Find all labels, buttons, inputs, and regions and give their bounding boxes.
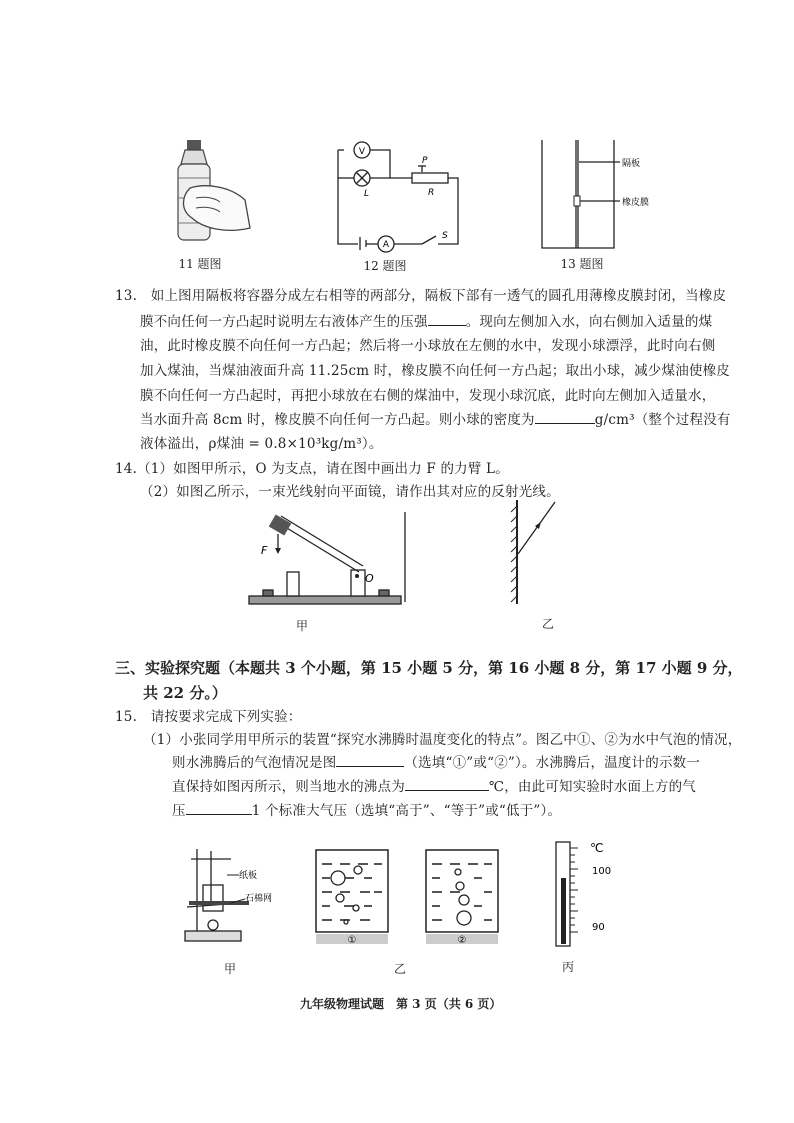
q13-blank-pressure[interactable] [428,311,466,326]
voltmeter-label: V [358,147,366,157]
switch-label: S [442,231,448,241]
partition-label: 隔板 [622,159,641,169]
q13-line-6 [140,408,731,432]
q15-line-2a: 则水沸腾后的气泡情况是图 [172,755,337,771]
fig12-caption: 12 题图 [363,259,407,273]
q13-line-5: 膜不向任何一方凸起时，再把小球放在右侧的煤油中，发现小球沉底，此时向左侧加入适量水， [140,388,716,404]
q13-blank-density[interactable] [535,409,595,424]
q15-line-3b: ℃，由此可知实验时水面上方的气 [488,779,697,795]
q13-line-2a: 膜不向任何一方凸起时说明左右液体产生的压强 [140,314,428,330]
q15-line-3 [172,775,696,799]
lever-figure [245,512,410,612]
apparatus-figure [183,845,288,945]
q15-blank-boiling-point[interactable] [405,776,489,791]
q13-line-3: 油，此时橡皮膜不向任何一方凸起；然后将一小球放在左侧的水中，发现小球漂浮，此时向右侧 [140,338,716,354]
section-3-title-line-2: 共 22 分。） [143,684,227,702]
fig11-caption: 11 题图 [178,257,222,271]
paper-board-label: 纸板 [239,871,258,881]
q13-line-2b: 。现向左侧加入水，向右侧加入适量的煤 [465,314,713,330]
q15-line-4 [172,799,561,823]
beaker-2-label: ② [457,935,467,946]
figure-12 [330,138,465,253]
q15-blank-bubbles[interactable] [336,752,404,767]
celsius-unit-label: ℃ [590,841,604,855]
thermometer-figure [548,838,618,950]
pivot-o-label: O [365,572,374,585]
apparatus-caption: 甲 [223,962,236,976]
page-footer: 九年级物理试题 第 3 页（共 6 页） [300,997,502,1011]
beakers-caption: 乙 [393,962,406,976]
figure-13 [538,138,658,253]
slider-label: P [422,156,428,166]
q13-line-2 [140,310,712,334]
mirror-caption: 乙 [541,617,554,631]
mirror-figure [505,498,565,608]
lever-caption: 甲 [295,619,308,633]
lamp-label: L [364,189,370,199]
q15-blank-pressure[interactable] [186,800,252,815]
q13-line-1: 13. 如上图用隔板将容器分成左右相等的两部分，隔板下部有一透气的圆孔用薄橡皮膜封闭，当橡皮 [115,288,727,304]
q15-line-2 [172,751,700,775]
q15-line-2b: （选填“①”或“②”）。水沸腾后，温度计的示数一 [404,755,701,771]
q15-intro: 15. 请按要求完成下列实验： [115,709,302,725]
q15-line-1: （1）小张同学用甲所示的装置“探究水沸腾时温度变化的特点”。图乙中①、②为水中气泡的情况， [143,732,742,748]
beaker-2-figure [420,848,504,946]
q13-line-4: 加入煤油，当煤油液面升高 11.25cm 时，橡皮膜不向任何一方凸起；取出小球，减少煤油使橡皮 [140,363,730,379]
q14-line-1: 14.（1）如图甲所示，O 为支点，请在图中画出力 F 的力臂 L。 [115,461,509,477]
fig13-caption: 13 题图 [560,257,604,271]
gauze-label: 石棉网 [245,894,273,904]
ammeter-label: A [382,240,390,250]
membrane-label: 橡皮膜 [622,198,650,208]
beaker-1-label: ① [347,935,357,946]
tick-90-label: 90 [592,922,605,933]
figure-11 [160,138,255,248]
rheostat-label: R [428,188,435,198]
beaker-1-figure [310,848,394,946]
q13-line-6a: 当水面升高 8cm 时，橡皮膜不向任何一方凸起。则小球的密度为 [140,412,535,428]
section-3-title-line-1: 三、实验探究题（本题共 3 个小题，第 15 小题 5 分，第 16 小题 8 分，第 17 小题 9 分， [115,659,743,677]
tick-100-label: 100 [592,866,612,877]
force-f-label: F [261,544,268,557]
q14-line-2: （2）如图乙所示，一束光线射向平面镜，请作出其对应的反射光线。 [140,484,560,500]
thermometer-caption: 丙 [561,960,574,974]
q15-line-4b: 1 个标准大气压（选填“高于”、“等于”或“低于”）。 [251,803,562,819]
q15-line-4a: 压 [172,803,186,819]
q13-line-7: 液体溢出，ρ煤油 = 0.8×10³kg/m³）。 [140,436,383,452]
q15-line-3a: 直保持如图丙所示，则当地水的沸点为 [172,779,405,795]
q13-line-6b: g/cm³（整个过程没有 [594,412,731,428]
